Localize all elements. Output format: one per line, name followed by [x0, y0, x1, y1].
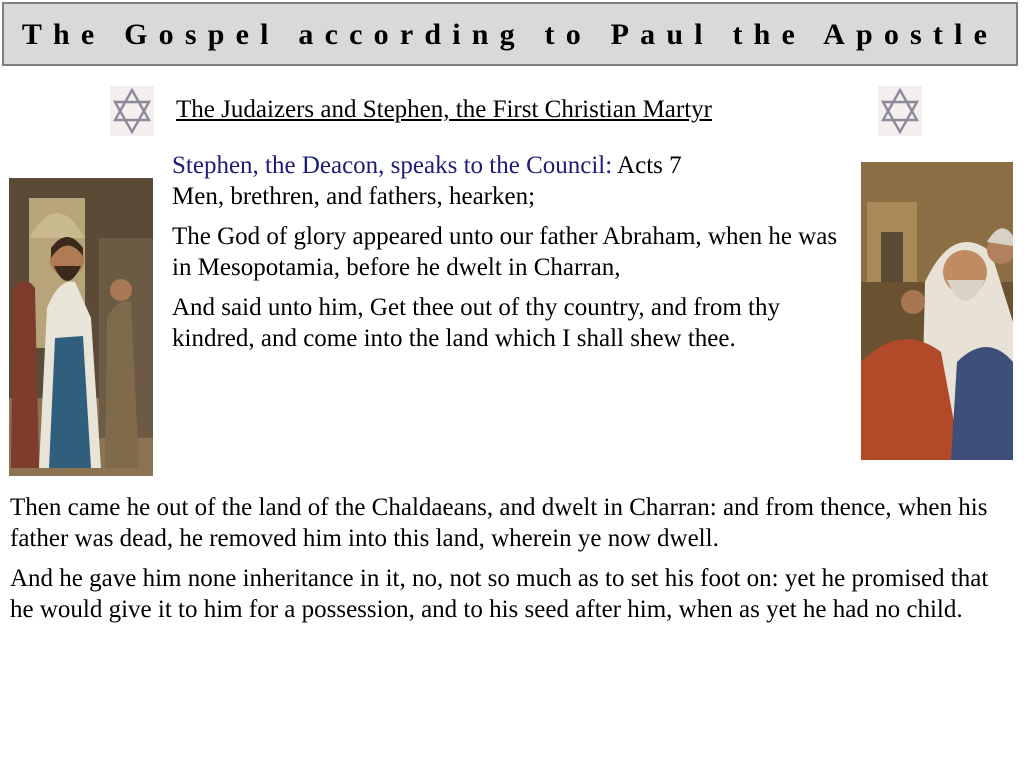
- verse-paragraph: The God of glory appeared unto our father Abraham, when he was in Mesopotamia, before he dwelt in Charran,: [172, 223, 838, 281]
- verse-paragraph: Then came he out of the land of the Chaldaeans, and dwelt in Charran: and from thence, when his father was dead, he removed him into this land, wherein ye now dwell.: [10, 494, 988, 552]
- council-painting: [861, 162, 1013, 460]
- scripture-block-upper: [172, 150, 860, 363]
- star-of-david-icon: [878, 86, 922, 136]
- scripture-reference: Acts 7: [612, 152, 682, 179]
- verse-paragraph: And he gave him none inheritance in it, no, not so much as to set his foot on: yet he promised that he would give it to him for a possession, and to his seed after him, when as yet he had no child.: [10, 565, 989, 623]
- title-bar: [2, 2, 1018, 66]
- stephen-painting: [9, 178, 153, 476]
- address-line: Men, brethren, and fathers, hearken;: [172, 183, 536, 210]
- slide-subtitle: The Judaizers and Stephen, the First Christian Martyr: [176, 96, 712, 123]
- intro-line: [172, 150, 860, 212]
- verse-paragraph: And said unto him, Get thee out of thy country, and from thy kindred, and come into the land which I shall shew thee.: [172, 294, 780, 352]
- scripture-block-lower: [10, 492, 1014, 634]
- speaker-heading: Stephen, the Deacon, speaks to the Council:: [172, 152, 613, 179]
- star-of-david-icon: [110, 86, 154, 136]
- slide-title: The Gospel according to Paul the Apostle: [21, 18, 999, 51]
